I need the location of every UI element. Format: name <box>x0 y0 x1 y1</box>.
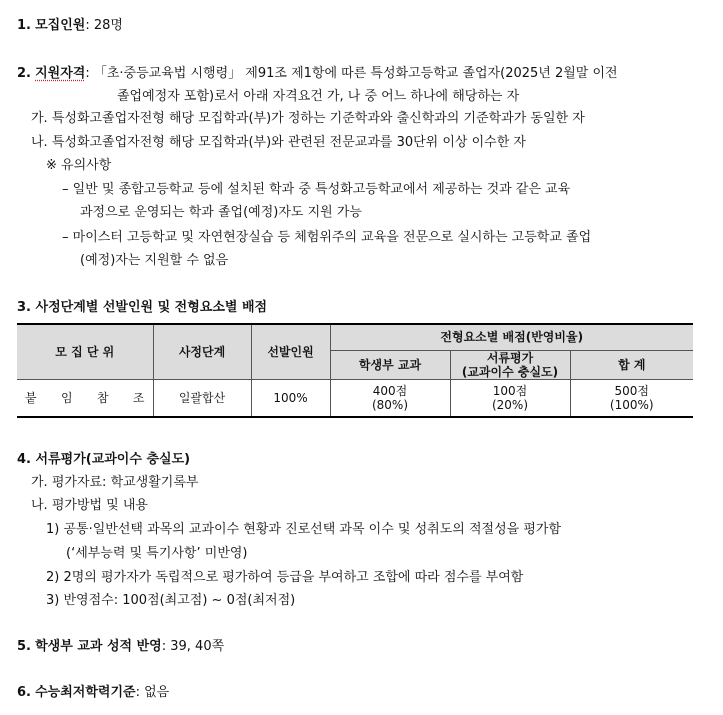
section-2-item-ga: 가. 특성화고졸업자전형 해당 모집학과(부)가 정하는 기준학과와 출신학과의 기준학과가 동일한 자 <box>31 111 585 126</box>
total-ratio: (100%) <box>609 397 654 412</box>
section-1-number: 1. <box>17 18 31 33</box>
cell-docs <box>450 379 570 417</box>
section-3-heading <box>17 299 267 317</box>
section-2-title: 지원자격 <box>35 66 86 81</box>
cell-unit <box>17 379 153 417</box>
section-2-line-1: : 「초·중등교육법 시행령」 제91조 제1항에 따른 특성화고등학교 졸업자(2025년 2월말 이전 <box>85 66 618 81</box>
docs-ratio: (20%) <box>491 397 529 412</box>
section-1-value: : 28명 <box>85 18 123 33</box>
section-6-number: 6. <box>17 685 31 700</box>
section-1 <box>17 17 123 35</box>
header-docs-line-2: (교과이수 충실도) <box>461 364 559 379</box>
header-stage: 사정단계 <box>153 324 251 379</box>
section-5-title: 학생부 교과 성적 반영 <box>35 639 162 654</box>
header-total: 합 계 <box>570 350 693 379</box>
record-ratio: (80%) <box>371 397 409 412</box>
header-quota: 선발인원 <box>251 324 330 379</box>
section-6-title: 수능최저학력기준 <box>35 685 136 700</box>
header-docs-line-1: 서류평가 <box>486 350 534 365</box>
unit-char: 임 <box>60 390 73 405</box>
section-4-item-na: 나. 평가방법 및 내용 <box>31 498 148 513</box>
docs-score: 100점 <box>492 383 528 398</box>
section-5 <box>17 638 224 656</box>
section-2-item-na: 나. 특성화고졸업자전형 해당 모집학과(부)와 관련된 전문교과를 30단위 이상 이수한 자 <box>31 135 526 150</box>
total-score: 500점 <box>614 383 649 398</box>
section-6-value: : 없음 <box>135 685 170 700</box>
cell-quota: 100% <box>251 379 330 417</box>
section-3-title: 사정단계별 선발인원 및 전형요소별 배점 <box>35 300 268 315</box>
header-record: 학생부 교과 <box>330 350 450 379</box>
section-5-number: 5. <box>17 639 31 654</box>
note-1-line-2: 과정으로 운영되는 학과 졸업(예정)자도 지원 가능 <box>80 205 362 220</box>
unit-char: 조 <box>132 390 145 405</box>
header-unit: 모 집 단 위 <box>17 324 153 379</box>
section-6 <box>17 684 169 702</box>
section-2-number: 2. <box>17 66 31 81</box>
cell-total <box>570 379 693 417</box>
cell-stage: 일괄합산 <box>153 379 251 417</box>
header-docs <box>450 350 570 379</box>
section-2-heading <box>17 65 618 83</box>
section-1-title: 모집인원 <box>35 18 86 33</box>
notes-title: ※ 유의사항 <box>46 158 112 173</box>
section-4-number: 4. <box>17 452 31 467</box>
sub-item-1-line-1: 1) 공통·일반선택 과목의 교과이수 현황과 진로선택 과목 이수 및 성취도의 적절성을 평가함 <box>46 522 562 537</box>
unit-char: 붙 <box>25 390 37 405</box>
section-4-title: 서류평가(교과이수 충실도) <box>35 452 191 467</box>
section-2-line-2: 졸업예정자 포함)로서 아래 자격요건 가, 나 중 어느 하나에 해당하는 자 <box>117 89 520 104</box>
unit-char: 참 <box>96 390 109 405</box>
note-1-line-1: – 일반 및 종합고등학교 등에 설치된 학과 중 특성화고등학교에서 제공하는 것과 같은 교육 <box>62 182 571 197</box>
sub-item-2: 2) 2명의 평가자가 독립적으로 평가하여 등급을 부여하고 조합에 따라 점수를 부여함 <box>46 570 524 585</box>
record-score: 400점 <box>372 383 408 398</box>
cell-record <box>330 379 450 417</box>
header-elements: 전형요소별 배점(반영비율) <box>330 324 693 350</box>
sub-item-3: 3) 반영점수: 100점(최고점) ~ 0점(최저점) <box>46 593 296 608</box>
section-5-value: : 39, 40쪽 <box>161 639 225 654</box>
sub-item-1-line-2: (‘세부능력 및 특기사항’ 미반영) <box>66 546 248 561</box>
section-3-number: 3. <box>17 300 31 315</box>
section-4-heading <box>17 451 190 469</box>
note-2-line-2: (예정)자는 지원할 수 없음 <box>80 253 229 268</box>
selection-table <box>17 323 693 418</box>
note-2-line-1: – 마이스터 고등학교 및 자연현장실습 등 체험위주의 교육을 전문으로 실시하는 고등학교 졸업 <box>62 230 592 245</box>
table-row <box>17 379 693 417</box>
section-4-item-ga: 가. 평가자료: 학교생활기록부 <box>31 475 199 490</box>
